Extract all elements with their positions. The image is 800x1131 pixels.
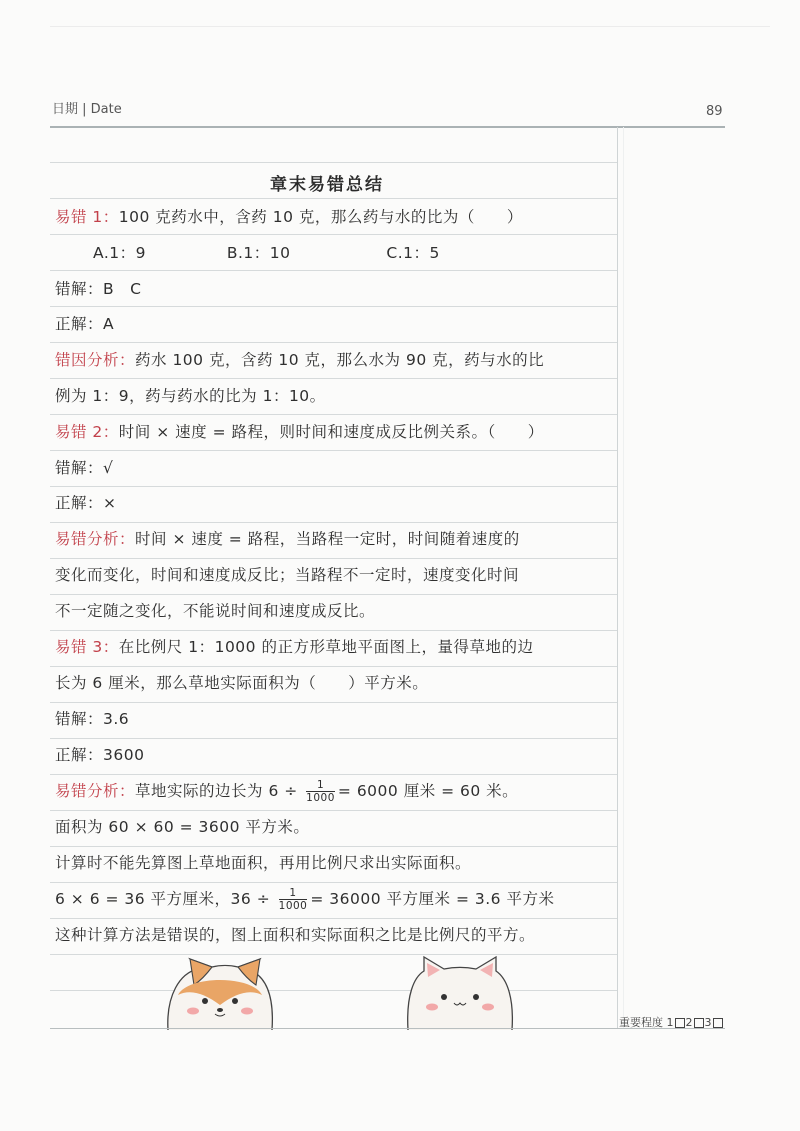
top-divider (50, 26, 770, 27)
q3-analysis-line-1 (55, 774, 518, 808)
q1-question-line (55, 200, 523, 234)
q1-analysis-line-2: 例为 1：9，药与药水的比为 1：10。 (55, 387, 326, 405)
checkbox-level-3[interactable] (713, 1018, 723, 1028)
q1-analysis-label: 错因分析： (55, 351, 136, 369)
q3-question-text-1: 在比例尺 1：1000 的正方形草地平面图上，量得草地的边 (118, 638, 534, 656)
q2-analysis-line-3: 不一定随之变化，不能说时间和速度成反比。 (55, 602, 376, 620)
importance-rating (619, 1014, 724, 1030)
importance-label: 重要程度 (619, 1016, 663, 1029)
fraction-denominator-2: 1000 (278, 900, 308, 912)
q3-analysis-text-1a: 草地实际的边长为 6 ÷ (135, 782, 298, 800)
q2-right-answer: 正解：× (55, 494, 117, 512)
q1-option-b: B.1：10 (226, 244, 291, 262)
q2-analysis-line-2: 变化而变化，时间和速度成反比；当路程不一定时，速度变化时间 (55, 566, 520, 584)
q1-analysis-line-1 (55, 343, 544, 377)
q1-option-a: A.1：9 (93, 244, 146, 262)
q2-label: 易错 2： (55, 423, 119, 441)
page-number: 89 (706, 104, 723, 119)
fraction-one-thousandth-2 (279, 887, 308, 912)
q1-options (93, 236, 440, 270)
q1-wrong-answer: 错解：B C (55, 280, 142, 298)
fraction-numerator: 1 (306, 779, 335, 792)
margin-divider-faint (623, 127, 624, 1029)
q3-label: 易错 3： (55, 638, 119, 656)
q1-analysis-text-1: 药水 100 克，含药 10 克，那么水为 90 克，药与水的比 (135, 351, 545, 369)
white-cat-illustration (400, 955, 520, 1030)
fraction-one-thousandth (306, 779, 335, 804)
q2-analysis-label: 易错分析： (55, 530, 136, 548)
q3-analysis-line-2: 面积为 60 × 60 = 3600 平方米。 (55, 818, 310, 836)
q3-wrong-answer: 错解：3.6 (55, 710, 130, 728)
page-title: 章末易错总结 (270, 175, 384, 195)
margin-divider (617, 127, 618, 1029)
q3-analysis-text-4a: 6 × 6 = 36 平方厘米，36 ÷ (55, 890, 271, 908)
q3-analysis-text-4b: = 36000 平方厘米 = 3.6 平方米 (310, 890, 555, 908)
q3-analysis-line-4 (55, 882, 554, 916)
q2-question-line (55, 415, 544, 449)
q1-option-c: C.1：5 (386, 244, 440, 262)
q2-analysis-text-1: 时间 × 速度 = 路程，当路程一定时，时间随着速度的 (135, 530, 520, 548)
q3-analysis-line-5: 这种计算方法是错误的，图上面积和实际面积之比是比例尺的平方。 (55, 926, 536, 944)
importance-level-3: 3 (704, 1016, 712, 1029)
q2-question: 时间 × 速度 = 路程，则时间和速度成反比例关系。（ ） (118, 423, 544, 441)
q1-right-answer: 正解：A (55, 315, 115, 333)
q3-question-line-2: 长为 6 厘米，那么草地实际面积为（ ）平方米。 (55, 674, 429, 692)
importance-level-2: 2 (685, 1016, 693, 1029)
q2-wrong-answer: 错解：√ (55, 459, 114, 477)
fraction-denominator: 1000 (306, 792, 335, 804)
q3-analysis-line-3: 计算时不能先算图上草地面积，再用比例尺求出实际面积。 (55, 854, 472, 872)
q1-label: 易错 1： (55, 208, 119, 226)
q2-analysis-line-1 (55, 522, 520, 556)
q3-analysis-text-1b: = 6000 厘米 = 60 米。 (337, 782, 519, 800)
importance-level-1: 1 (666, 1016, 674, 1029)
checkbox-level-2[interactable] (694, 1018, 704, 1028)
shiba-dog-illustration (160, 955, 280, 1030)
checkbox-level-1[interactable] (675, 1018, 685, 1028)
q3-question-line-1 (55, 630, 533, 664)
q3-right-answer: 正解：3600 (55, 746, 145, 764)
q1-question: 100 克药水中，含药 10 克，那么药与水的比为（ ） (118, 208, 523, 226)
q3-analysis-label: 易错分析： (55, 782, 136, 800)
date-label: 日期 | Date (52, 102, 122, 117)
fraction-numerator-2: 1 (279, 887, 308, 900)
